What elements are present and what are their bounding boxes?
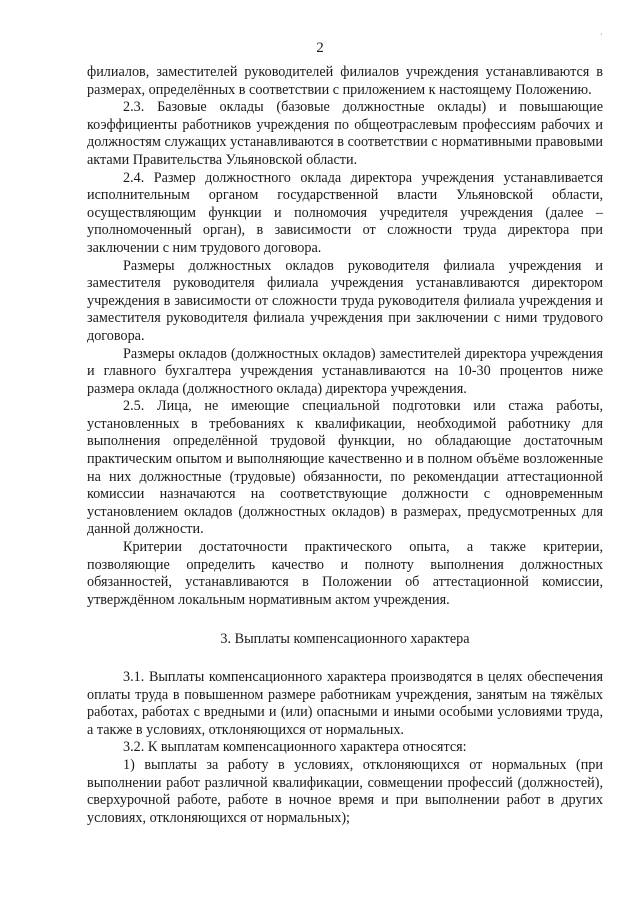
paragraph-2-3: 2.3. Базовые оклады (базовые должностные оклады) и повышающие коэффициенты работников учреждения по общеотраслевым профессиям рабочих и должностям служащих устанавливаются в соответствии с нормативными правовыми актами Правительства Ульяновской области. — [87, 99, 603, 168]
paragraph-3-2-item-1: 1) выплаты за работу в условиях, отклоняющихся от нормальных (при выполнении работ различной квалификации, совмещении профессий (должностей), сверхурочной работе, работе в ночное время и при выполнении работ в других условиях, отклоняющихся от нормальных); — [87, 756, 603, 826]
page-number: 2 — [316, 40, 324, 56]
paragraph-3-1: 3.1. Выплаты компенсационного характера производятся в целях обеспечения оплаты труда в повышенном размере работникам учреждения, занятым на тяжёлых работах, работах с вредными и (или) опасными и иными особыми условиями труда, а также в условиях, отклоняющихся от нормальных. — [87, 669, 603, 738]
section-heading: 3. Выплаты компенсационного характера — [220, 631, 470, 648]
corner-mark: · — [600, 30, 603, 39]
paragraph-criteria: Критерии достаточности практического опыта, а также критерии, позволяющие определить качество и полноту выполнения должностных обязанностей, устанавливаются в Положении об аттестационной комиссии, утверждённом локальным нормативным актом учреждения. — [87, 539, 603, 608]
paragraph-2-4: 2.4. Размер должностного оклада директора учреждения устанавливается исполнительным органом государственной власти Ульяновской области, осуществляющим функции и полномочия учредителя учреждения (далее – уполномоченный орган), в зависимости от сложности труда директора при заключении с ним трудового договора. — [87, 169, 603, 256]
paragraph-3-2: 3.2. К выплатам компенсационного характера относятся: — [123, 739, 467, 756]
document-body — [87, 64, 603, 827]
paragraph-deputy-salaries: Размеры окладов (должностных окладов) заместителей директора учреждения и главного бухгалтера учреждения устанавливаются на 10-30 процентов ниже размера оклада (должностного оклада) директора учреждения. — [87, 345, 603, 397]
paragraph-branch-salaries: Размеры должностных окладов руководителя филиала учреждения и заместителя руководителя филиала учреждения устанавливаются директором учреждения в зависимости от сложности труда руководителя филиала учреждения и заместителя руководителя филиала учреждения при заключении с ними трудового договора. — [87, 257, 603, 344]
paragraph-2-5: 2.5. Лица, не имеющие специальной подготовки или стажа работы, установленных в требованиях к квалификации, необходимой работнику для выполнения определённой трудовой функции, но обладающие достаточным практическим опытом и выполняющие качественно и в полном объёме возложенные на них должностные (трудовые) обязанности, по рекомендации аттестационной комиссии назначаются на соответствующие должности с одновременным установлением окладов (должностных окладов) в размерах, предусмотренных для данной должности. — [87, 398, 603, 538]
paragraph-continuation: филиалов, заместителей руководителей филиалов учреждения устанавливаются в размерах, определённых в соответствии с приложением к настоящему Положению. — [87, 64, 603, 98]
